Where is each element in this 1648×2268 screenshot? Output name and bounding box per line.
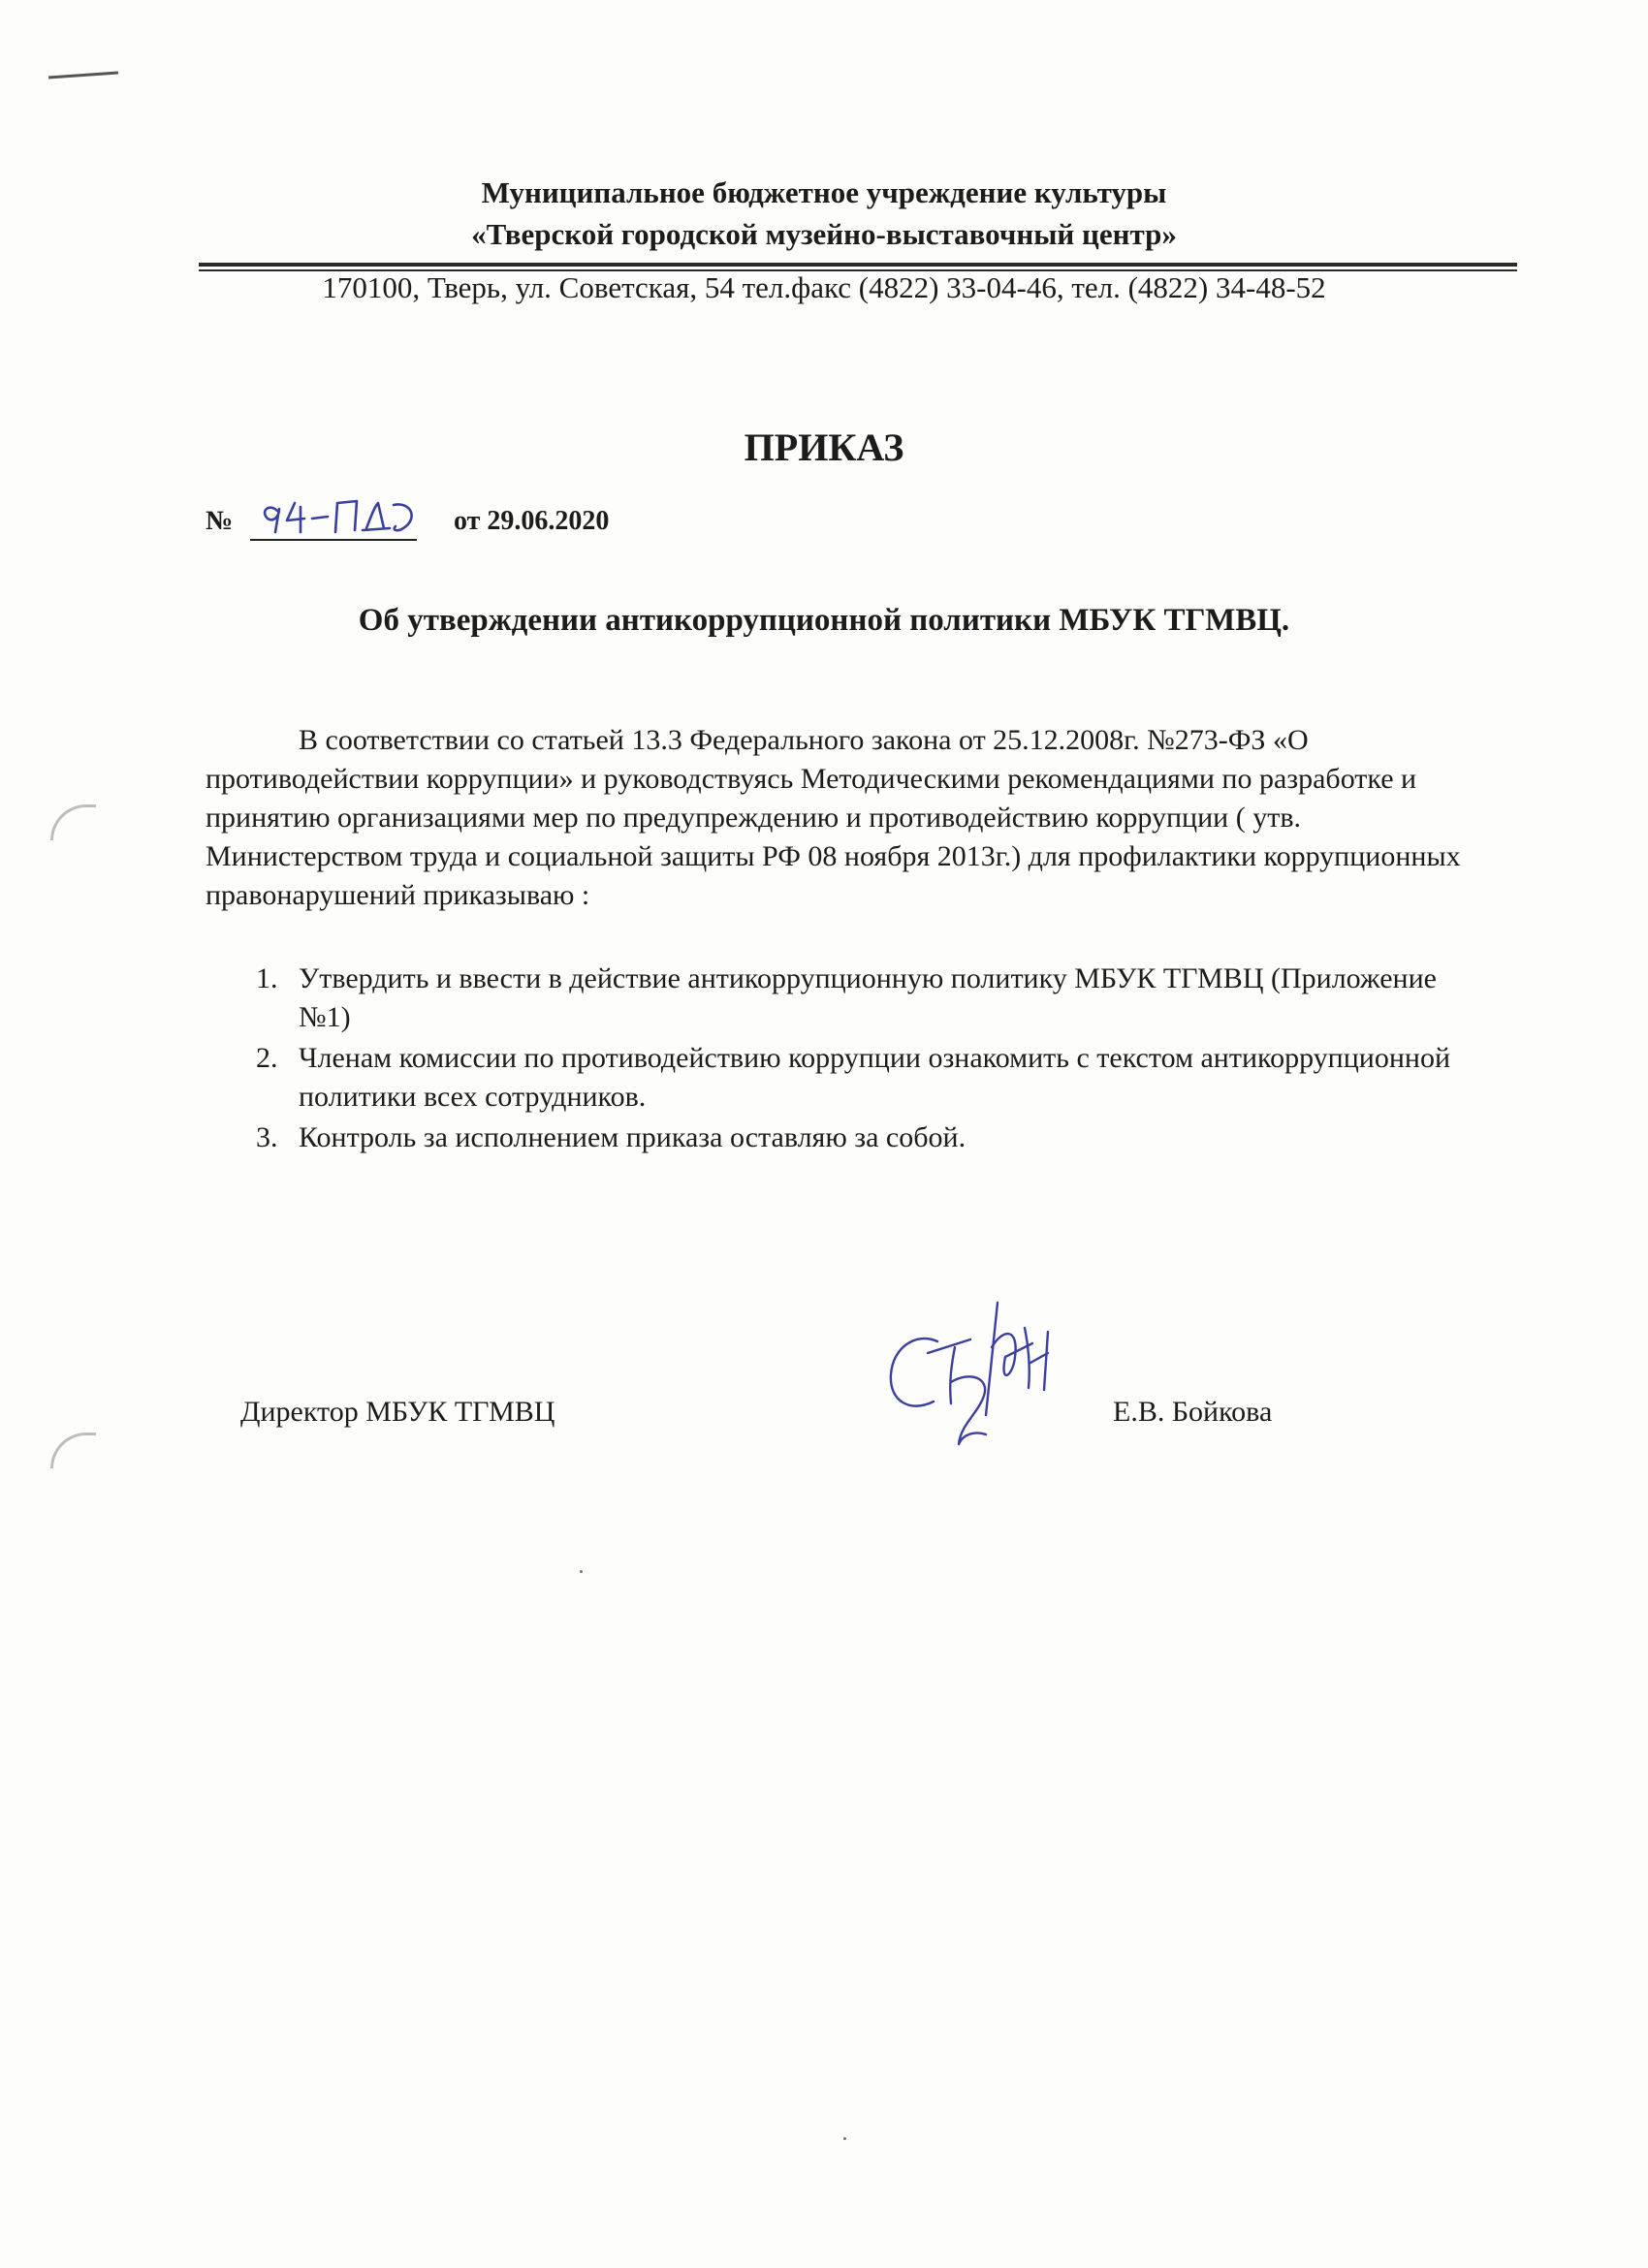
scan-corner-mark (48, 71, 118, 79)
preamble-text: В соответствии со статьей 13.3 Федерального закона от 25.12.2008г. №273-ФЗ «О противодействии коррупции» и руководствуясь Методическими рекомендациями по разработке и принятию организациями мер по предупреждению и противодействию коррупции ( утв. Министерством труда и социальной защиты РФ 08 ноября 2013г.) для профилактики коррупционных правонарушений приказываю : (206, 724, 1461, 911)
document-title: ПРИКАЗ (744, 425, 904, 469)
preamble-paragraph (206, 721, 1495, 915)
number-underline (250, 539, 417, 541)
order-items-list (206, 960, 1495, 1159)
item-number: 3. (256, 1121, 278, 1153)
document-subject: Об утверждении антикоррупционной политики МБУК ТГМВЦ. (358, 603, 1290, 638)
item-text: Членам комиссии по противодействию коррупции ознакомить с текстом антикоррупционной политики всех сотрудников. (299, 1042, 1451, 1113)
punch-hole-mark (50, 1433, 96, 1468)
signatory-name: Е.В. Бойкова (1113, 1396, 1273, 1428)
number-label: № (206, 506, 234, 536)
list-item (206, 960, 1495, 1037)
document-date: от 29.06.2020 (454, 506, 610, 536)
punch-hole-mark (50, 804, 96, 840)
list-item (206, 1118, 1495, 1157)
organization-name-line1: Муниципальное бюджетное учреждение культуры (481, 175, 1167, 209)
item-text: Контроль за исполнением приказа оставляю за собой. (299, 1121, 967, 1153)
organization-address: 170100, Тверь, ул. Советская, 54 тел.факс (4822) 33-04-46, тел. (4822) 34-48-52 (322, 270, 1326, 304)
organization-name-line2: «Тверской городской музейно-выставочный центр» (471, 217, 1177, 251)
item-text: Утвердить и ввести в действие антикоррупционную политику МБУК ТГМВЦ (Приложение №1) (299, 962, 1437, 1033)
scan-speck (843, 2137, 846, 2140)
handwritten-number (248, 489, 423, 538)
signatory-role: Директор МБУК ТГМВЦ (240, 1396, 555, 1428)
header-rule-thick (199, 263, 1517, 267)
item-number: 1. (256, 962, 278, 994)
scan-speck (580, 1570, 583, 1573)
list-item (206, 1039, 1495, 1117)
handwritten-signature (877, 1289, 1091, 1459)
item-number: 2. (256, 1042, 278, 1074)
